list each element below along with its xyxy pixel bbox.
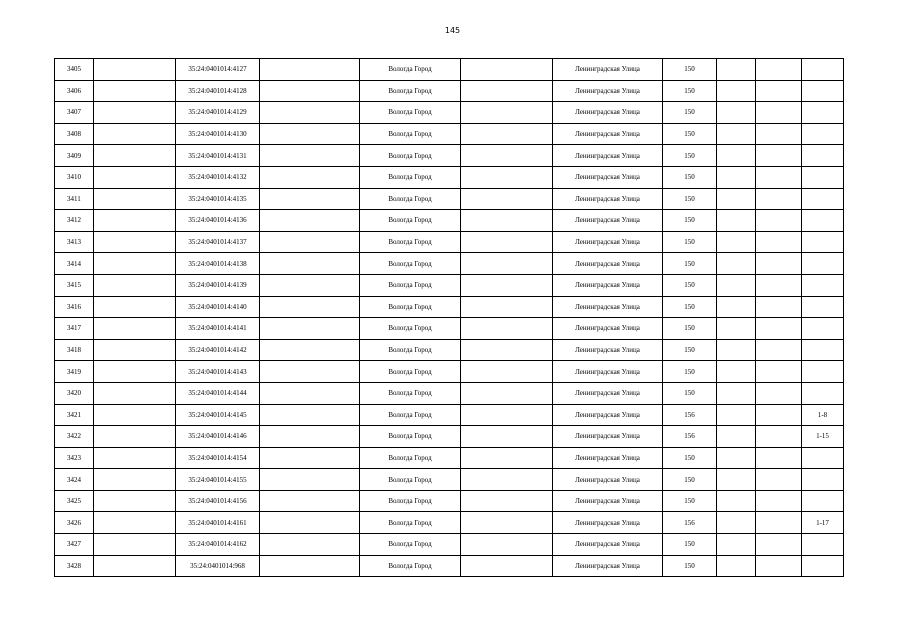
empty-cell [717,80,756,102]
empty-cell [461,145,553,167]
cadastral-number-cell: 35:24:0401014:4154 [176,447,260,469]
empty-cell [94,296,176,318]
apartment-range-cell [802,318,844,340]
empty-cell [260,555,360,577]
empty-cell [260,318,360,340]
street-cell: Ленинградская Улица [553,361,663,383]
table-row [55,490,844,512]
cadastral-number-cell: 35:24:0401014:4156 [176,490,260,512]
city-cell: Вологда Город [360,274,461,296]
empty-cell [94,166,176,188]
table-row [55,296,844,318]
empty-cell [94,426,176,448]
street-cell: Ленинградская Улица [553,123,663,145]
empty-cell [461,555,553,577]
empty-cell [94,534,176,556]
street-cell: Ленинградская Улица [553,534,663,556]
area-cell: 150 [663,534,717,556]
city-cell: Вологда Город [360,166,461,188]
empty-cell [94,59,176,81]
city-cell: Вологда Город [360,59,461,81]
empty-cell [461,80,553,102]
empty-cell [461,404,553,426]
table-row [55,145,844,167]
row-number-cell: 3407 [55,102,94,124]
empty-cell [260,447,360,469]
empty-cell [756,534,802,556]
apartment-range-cell [802,188,844,210]
empty-cell [717,296,756,318]
empty-cell [756,512,802,534]
empty-cell [260,534,360,556]
cadastral-number-cell: 35:24:0401014:4146 [176,426,260,448]
area-cell: 150 [663,145,717,167]
row-number-cell: 3420 [55,382,94,404]
empty-cell [756,447,802,469]
apartment-range-cell: 1-15 [802,426,844,448]
empty-cell [461,59,553,81]
empty-cell [461,534,553,556]
page-number: 145 [444,26,461,35]
table-row [55,555,844,577]
empty-cell [717,469,756,491]
table-row [55,59,844,81]
row-number-cell: 3428 [55,555,94,577]
empty-cell [260,404,360,426]
empty-cell [717,555,756,577]
empty-cell [94,274,176,296]
empty-cell [717,318,756,340]
empty-cell [94,210,176,232]
empty-cell [260,210,360,232]
empty-cell [94,490,176,512]
city-cell: Вологда Город [360,253,461,275]
street-cell: Ленинградская Улица [553,231,663,253]
cadastral-number-cell: 35:24:0401014:4136 [176,210,260,232]
empty-cell [717,361,756,383]
empty-cell [461,512,553,534]
street-cell: Ленинградская Улица [553,426,663,448]
apartment-range-cell [802,166,844,188]
registry-body [55,59,844,577]
table-row [55,512,844,534]
row-number-cell: 3412 [55,210,94,232]
empty-cell [260,426,360,448]
row-number-cell: 3408 [55,123,94,145]
empty-cell [260,231,360,253]
empty-cell [717,404,756,426]
area-cell: 150 [663,339,717,361]
empty-cell [461,166,553,188]
empty-cell [717,512,756,534]
row-number-cell: 3424 [55,469,94,491]
empty-cell [756,274,802,296]
table-row [55,188,844,210]
city-cell: Вологда Город [360,318,461,340]
apartment-range-cell [802,296,844,318]
street-cell: Ленинградская Улица [553,490,663,512]
area-cell: 156 [663,426,717,448]
apartment-range-cell [802,555,844,577]
apartment-range-cell [802,534,844,556]
empty-cell [756,490,802,512]
cadastral-number-cell: 35:24:0401014:4137 [176,231,260,253]
table-row [55,361,844,383]
row-number-cell: 3411 [55,188,94,210]
apartment-range-cell [802,490,844,512]
empty-cell [756,231,802,253]
empty-cell [94,123,176,145]
table-row [55,447,844,469]
table-row [55,80,844,102]
empty-cell [260,469,360,491]
table-row [55,469,844,491]
empty-cell [756,166,802,188]
empty-cell [94,361,176,383]
row-number-cell: 3423 [55,447,94,469]
row-number-cell: 3417 [55,318,94,340]
street-cell: Ленинградская Улица [553,339,663,361]
table-row [55,123,844,145]
table-row [55,166,844,188]
empty-cell [94,339,176,361]
street-cell: Ленинградская Улица [553,469,663,491]
area-cell: 150 [663,318,717,340]
empty-cell [260,339,360,361]
street-cell: Ленинградская Улица [553,404,663,426]
empty-cell [260,490,360,512]
city-cell: Вологда Город [360,512,461,534]
city-cell: Вологда Город [360,80,461,102]
empty-cell [717,426,756,448]
row-number-cell: 3414 [55,253,94,275]
area-cell: 150 [663,274,717,296]
row-number-cell: 3406 [55,80,94,102]
empty-cell [756,59,802,81]
empty-cell [461,318,553,340]
table-row [55,102,844,124]
empty-cell [756,404,802,426]
empty-cell [717,382,756,404]
table-row [55,426,844,448]
row-number-cell: 3405 [55,59,94,81]
empty-cell [94,447,176,469]
cadastral-number-cell: 35:24:0401014:4132 [176,166,260,188]
cadastral-number-cell: 35:24:0401014:4142 [176,339,260,361]
empty-cell [717,166,756,188]
empty-cell [94,188,176,210]
empty-cell [260,382,360,404]
empty-cell [756,555,802,577]
empty-cell [717,210,756,232]
city-cell: Вологда Город [360,534,461,556]
cadastral-number-cell: 35:24:0401014:4162 [176,534,260,556]
row-number-cell: 3410 [55,166,94,188]
apartment-range-cell [802,145,844,167]
empty-cell [717,447,756,469]
empty-cell [461,123,553,145]
apartment-range-cell [802,80,844,102]
empty-cell [756,210,802,232]
cadastral-number-cell: 35:24:0401014:4139 [176,274,260,296]
area-cell: 150 [663,555,717,577]
empty-cell [94,231,176,253]
empty-cell [717,188,756,210]
row-number-cell: 3415 [55,274,94,296]
cadastral-number-cell: 35:24:0401014:4130 [176,123,260,145]
area-cell: 150 [663,80,717,102]
street-cell: Ленинградская Улица [553,447,663,469]
cadastral-number-cell: 35:24:0401014:4161 [176,512,260,534]
empty-cell [756,145,802,167]
empty-cell [717,274,756,296]
row-number-cell: 3419 [55,361,94,383]
empty-cell [717,534,756,556]
empty-cell [94,404,176,426]
cadastral-number-cell: 35:24:0401014:4127 [176,59,260,81]
row-number-cell: 3416 [55,296,94,318]
area-cell: 156 [663,404,717,426]
empty-cell [461,188,553,210]
area-cell: 150 [663,490,717,512]
empty-cell [94,382,176,404]
apartment-range-cell [802,253,844,275]
street-cell: Ленинградская Улица [553,80,663,102]
street-cell: Ленинградская Улица [553,166,663,188]
empty-cell [461,361,553,383]
street-cell: Ленинградская Улица [553,59,663,81]
city-cell: Вологда Город [360,296,461,318]
street-cell: Ленинградская Улица [553,382,663,404]
street-cell: Ленинградская Улица [553,555,663,577]
row-number-cell: 3409 [55,145,94,167]
empty-cell [756,253,802,275]
table-row [55,253,844,275]
area-cell: 150 [663,59,717,81]
empty-cell [756,382,802,404]
empty-cell [260,166,360,188]
empty-cell [461,296,553,318]
empty-cell [94,318,176,340]
empty-cell [717,102,756,124]
cadastral-number-cell: 35:24:0401014:4155 [176,469,260,491]
street-cell: Ленинградская Улица [553,512,663,534]
empty-cell [717,253,756,275]
cadastral-number-cell: 35:24:0401014:4141 [176,318,260,340]
cadastral-number-cell: 35:24:0401014:4140 [176,296,260,318]
empty-cell [94,253,176,275]
area-cell: 150 [663,102,717,124]
city-cell: Вологда Город [360,210,461,232]
empty-cell [461,231,553,253]
cadastral-number-cell: 35:24:0401014:4135 [176,188,260,210]
cadastral-number-cell: 35:24:0401014:4131 [176,145,260,167]
empty-cell [260,296,360,318]
street-cell: Ленинградская Улица [553,274,663,296]
empty-cell [260,59,360,81]
empty-cell [260,80,360,102]
street-cell: Ленинградская Улица [553,253,663,275]
area-cell: 150 [663,210,717,232]
empty-cell [260,361,360,383]
city-cell: Вологда Город [360,339,461,361]
empty-cell [756,123,802,145]
city-cell: Вологда Город [360,469,461,491]
empty-cell [756,426,802,448]
apartment-range-cell [802,59,844,81]
city-cell: Вологда Город [360,490,461,512]
area-cell: 150 [663,382,717,404]
empty-cell [756,339,802,361]
cadastral-number-cell: 35:24:0401014:4138 [176,253,260,275]
table-row [55,382,844,404]
empty-cell [461,426,553,448]
empty-cell [94,102,176,124]
city-cell: Вологда Город [360,426,461,448]
empty-cell [717,339,756,361]
cadastral-number-cell: 35:24:0401014:4143 [176,361,260,383]
empty-cell [461,210,553,232]
area-cell: 156 [663,512,717,534]
apartment-range-cell [802,469,844,491]
table-row [55,339,844,361]
area-cell: 150 [663,361,717,383]
street-cell: Ленинградская Улица [553,318,663,340]
cadastral-number-cell: 35:24:0401014:4128 [176,80,260,102]
area-cell: 150 [663,166,717,188]
city-cell: Вологда Город [360,188,461,210]
street-cell: Ленинградская Улица [553,145,663,167]
empty-cell [94,80,176,102]
row-number-cell: 3425 [55,490,94,512]
street-cell: Ленинградская Улица [553,188,663,210]
apartment-range-cell [802,361,844,383]
area-cell: 150 [663,231,717,253]
empty-cell [94,469,176,491]
cadastral-number-cell: 35:24:0401014:968 [176,555,260,577]
empty-cell [94,145,176,167]
apartment-range-cell: 1-17 [802,512,844,534]
table-row [55,318,844,340]
city-cell: Вологда Город [360,231,461,253]
empty-cell [756,80,802,102]
empty-cell [756,102,802,124]
row-number-cell: 3422 [55,426,94,448]
city-cell: Вологда Город [360,145,461,167]
row-number-cell: 3421 [55,404,94,426]
empty-cell [461,490,553,512]
empty-cell [756,318,802,340]
area-cell: 150 [663,469,717,491]
empty-cell [260,512,360,534]
empty-cell [756,469,802,491]
empty-cell [260,253,360,275]
city-cell: Вологда Город [360,123,461,145]
registry-table [54,58,844,577]
cadastral-number-cell: 35:24:0401014:4144 [176,382,260,404]
empty-cell [461,447,553,469]
table-row [55,534,844,556]
row-number-cell: 3413 [55,231,94,253]
empty-cell [717,123,756,145]
row-number-cell: 3426 [55,512,94,534]
area-cell: 150 [663,123,717,145]
city-cell: Вологда Город [360,555,461,577]
empty-cell [461,382,553,404]
area-cell: 150 [663,253,717,275]
apartment-range-cell [802,274,844,296]
empty-cell [717,145,756,167]
empty-cell [756,188,802,210]
empty-cell [461,253,553,275]
table-row [55,404,844,426]
apartment-range-cell [802,123,844,145]
table-row [55,210,844,232]
empty-cell [461,274,553,296]
street-cell: Ленинградская Улица [553,210,663,232]
apartment-range-cell [802,210,844,232]
table-row [55,274,844,296]
area-cell: 150 [663,188,717,210]
apartment-range-cell [802,382,844,404]
empty-cell [461,339,553,361]
table-row [55,231,844,253]
empty-cell [717,231,756,253]
empty-cell [260,102,360,124]
empty-cell [461,102,553,124]
street-cell: Ленинградская Улица [553,296,663,318]
street-cell: Ленинградская Улица [553,102,663,124]
empty-cell [94,555,176,577]
empty-cell [717,490,756,512]
empty-cell [94,512,176,534]
empty-cell [260,123,360,145]
area-cell: 150 [663,447,717,469]
apartment-range-cell [802,231,844,253]
apartment-range-cell [802,339,844,361]
empty-cell [260,145,360,167]
row-number-cell: 3418 [55,339,94,361]
city-cell: Вологда Город [360,102,461,124]
empty-cell [756,296,802,318]
city-cell: Вологда Город [360,382,461,404]
empty-cell [461,469,553,491]
empty-cell [260,188,360,210]
apartment-range-cell: 1-8 [802,404,844,426]
area-cell: 150 [663,296,717,318]
cadastral-number-cell: 35:24:0401014:4145 [176,404,260,426]
city-cell: Вологда Город [360,404,461,426]
apartment-range-cell [802,102,844,124]
empty-cell [260,274,360,296]
apartment-range-cell [802,447,844,469]
empty-cell [717,59,756,81]
empty-cell [756,361,802,383]
cadastral-number-cell: 35:24:0401014:4129 [176,102,260,124]
city-cell: Вологда Город [360,361,461,383]
row-number-cell: 3427 [55,534,94,556]
city-cell: Вологда Город [360,447,461,469]
